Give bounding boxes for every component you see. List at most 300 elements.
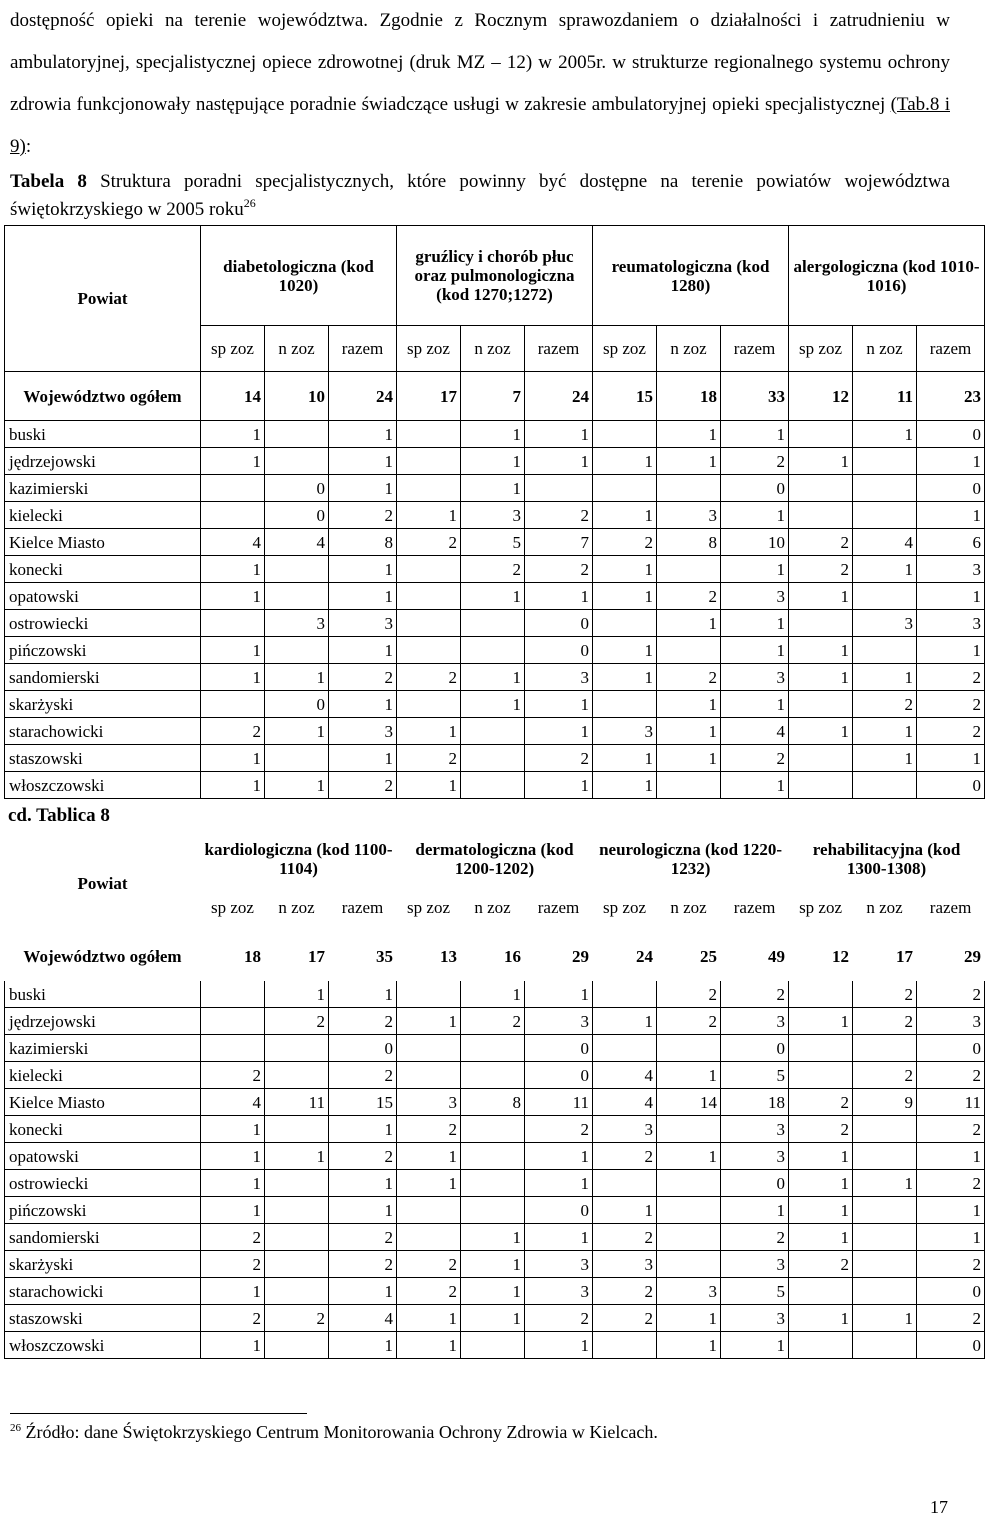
group-header-alergologiczna: alergologiczna (kod 1010-1016) [789, 226, 985, 326]
powiat-header: Powiat [77, 873, 128, 893]
value-cell [853, 448, 917, 475]
value-cell: 9 [853, 1089, 917, 1116]
value-cell [397, 610, 461, 637]
intro-tail: : [25, 136, 32, 157]
value-cell [593, 1035, 657, 1062]
value-cell: 1 [201, 772, 265, 799]
total-label: Województwo ogółem [5, 372, 201, 421]
value-cell [853, 637, 917, 664]
value-cell: 1 [329, 421, 397, 448]
value-cell: 1 [329, 556, 397, 583]
value-cell: 2 [461, 1008, 525, 1035]
total-cell: 24 [329, 372, 397, 421]
value-cell: 2 [397, 1278, 461, 1305]
table-row [5, 981, 985, 1008]
table-row [5, 745, 985, 772]
value-cell [789, 772, 853, 799]
total-cell: 18 [657, 372, 721, 421]
total-cell: 29 [572, 946, 590, 966]
value-cell: 1 [657, 610, 721, 637]
value-cell: 1 [789, 1305, 853, 1332]
value-cell: 1 [853, 556, 917, 583]
value-cell [657, 1035, 721, 1062]
district-name: starachowicki [5, 1278, 201, 1305]
value-cell: 1 [461, 1305, 525, 1332]
value-cell: 5 [721, 1278, 789, 1305]
value-cell: 1 [329, 1197, 397, 1224]
district-name: opatowski [5, 1143, 201, 1170]
table-row [5, 583, 985, 610]
district-name: Kielce Miasto [5, 529, 201, 556]
value-cell: 1 [853, 1305, 917, 1332]
value-cell [201, 981, 265, 1008]
value-cell: 1 [525, 1332, 593, 1359]
value-cell [265, 1251, 329, 1278]
value-cell: 2 [917, 691, 985, 718]
value-cell: 2 [201, 1305, 265, 1332]
value-cell [397, 1035, 461, 1062]
value-cell: 1 [201, 1332, 265, 1359]
subheader-n: n zoz [265, 326, 329, 372]
value-cell: 1 [917, 502, 985, 529]
district-name: sandomierski [5, 1224, 201, 1251]
subheader-n: n zoz [670, 898, 707, 917]
value-cell [657, 556, 721, 583]
value-cell: 3 [917, 610, 985, 637]
district-name: kazimierski [5, 475, 201, 502]
footnote-number: 26 [10, 1422, 21, 1434]
value-cell: 1 [853, 718, 917, 745]
value-cell: 1 [593, 664, 657, 691]
value-cell: 0 [917, 1278, 985, 1305]
value-cell [657, 1224, 721, 1251]
value-cell: 11 [525, 1089, 593, 1116]
continuation-label: cd. Tablica 8 [8, 805, 110, 826]
value-cell: 0 [525, 1035, 593, 1062]
table-reference: (Tab.8 i 9) [10, 94, 950, 157]
subheader-razem: razem [733, 898, 776, 917]
value-cell [593, 1170, 657, 1197]
value-cell: 1 [657, 691, 721, 718]
value-cell: 3 [525, 1251, 593, 1278]
value-cell: 1 [329, 1332, 397, 1359]
group-header-reumatologiczna: reumatologiczna (kod 1280) [593, 226, 789, 326]
value-cell [593, 421, 657, 448]
value-cell: 15 [329, 1089, 397, 1116]
value-cell: 1 [721, 1197, 789, 1224]
value-cell: 2 [461, 556, 525, 583]
subheader-razem: razem [341, 898, 384, 917]
table-row [5, 529, 985, 556]
value-cell: 3 [917, 1008, 985, 1035]
table-row [5, 1332, 985, 1359]
value-cell: 2 [789, 1116, 853, 1143]
total-cell: 35 [376, 946, 394, 966]
value-cell: 2 [329, 1251, 397, 1278]
district-name: ostrowiecki [5, 610, 201, 637]
district-name: skarżyski [5, 1251, 201, 1278]
value-cell: 1 [525, 1170, 593, 1197]
district-name: pińczowski [5, 1197, 201, 1224]
value-cell: 1 [721, 502, 789, 529]
total-cell: 7 [461, 372, 525, 421]
value-cell: 1 [461, 981, 525, 1008]
value-cell: 1 [593, 637, 657, 664]
value-cell [657, 475, 721, 502]
value-cell [265, 421, 329, 448]
value-cell: 1 [853, 1170, 917, 1197]
value-cell: 1 [397, 1332, 461, 1359]
value-cell: 1 [525, 718, 593, 745]
subheader-n: n zoz [657, 326, 721, 372]
value-cell: 1 [593, 583, 657, 610]
value-cell: 1 [201, 1278, 265, 1305]
value-cell: 3 [461, 502, 525, 529]
value-cell [461, 1197, 525, 1224]
value-cell [853, 1332, 917, 1359]
value-cell [397, 448, 461, 475]
value-cell: 2 [721, 981, 789, 1008]
value-cell: 3 [525, 1278, 593, 1305]
value-cell: 1 [789, 1008, 853, 1035]
value-cell: 2 [721, 448, 789, 475]
table-row [5, 664, 985, 691]
value-cell: 1 [201, 421, 265, 448]
value-cell: 1 [201, 448, 265, 475]
value-cell: 1 [461, 475, 525, 502]
total-cell: 25 [700, 946, 718, 966]
value-cell [657, 1251, 721, 1278]
value-cell: 1 [657, 1143, 721, 1170]
subheader-razem: razem [721, 326, 789, 372]
value-cell: 1 [789, 1224, 853, 1251]
total-cell: 24 [636, 946, 654, 966]
total-cell: 18 [244, 946, 261, 966]
group-header-dermatologiczna: dermatologiczna (kod 1200-1202) [415, 840, 574, 878]
value-cell [789, 502, 853, 529]
caption-footnote-ref: 26 [243, 196, 256, 210]
value-cell [657, 637, 721, 664]
value-cell [593, 981, 657, 1008]
total-cell: 29 [964, 946, 982, 966]
value-cell: 4 [265, 529, 329, 556]
value-cell: 1 [525, 421, 593, 448]
value-cell: 1 [461, 1278, 525, 1305]
subheader-razem: razem [917, 326, 985, 372]
value-cell [853, 1116, 917, 1143]
value-cell: 1 [461, 691, 525, 718]
value-cell [265, 1035, 329, 1062]
value-cell: 1 [917, 583, 985, 610]
total-cell: 16 [504, 946, 522, 966]
value-cell: 3 [721, 1116, 789, 1143]
value-cell: 8 [329, 529, 397, 556]
value-cell: 5 [461, 529, 525, 556]
value-cell [853, 1278, 917, 1305]
value-cell: 0 [917, 475, 985, 502]
value-cell [853, 502, 917, 529]
value-cell: 2 [657, 583, 721, 610]
table-row [5, 772, 985, 799]
value-cell [789, 421, 853, 448]
value-cell: 2 [329, 1224, 397, 1251]
value-cell: 2 [397, 1116, 461, 1143]
value-cell: 0 [329, 1035, 397, 1062]
value-cell: 1 [917, 1143, 985, 1170]
value-cell: 1 [329, 1116, 397, 1143]
value-cell [853, 475, 917, 502]
value-cell: 1 [201, 1116, 265, 1143]
value-cell: 2 [917, 718, 985, 745]
district-name: włoszczowski [5, 772, 201, 799]
value-cell: 3 [721, 1251, 789, 1278]
table-row [5, 421, 985, 448]
value-cell: 1 [525, 1143, 593, 1170]
value-cell: 2 [721, 745, 789, 772]
value-cell [461, 772, 525, 799]
clinic-table-part1 [4, 225, 985, 799]
table-row [5, 1035, 985, 1062]
value-cell: 1 [329, 745, 397, 772]
value-cell [853, 1224, 917, 1251]
subheader-sp: sp zoz [407, 898, 450, 917]
value-cell: 1 [525, 981, 593, 1008]
value-cell [461, 745, 525, 772]
value-cell: 3 [329, 718, 397, 745]
value-cell: 1 [329, 475, 397, 502]
value-cell: 3 [593, 718, 657, 745]
value-cell [397, 475, 461, 502]
value-cell: 2 [917, 1170, 985, 1197]
total-cell: 10 [265, 372, 329, 421]
footnote [10, 1422, 658, 1443]
value-cell: 8 [657, 529, 721, 556]
value-cell: 1 [201, 556, 265, 583]
value-cell: 18 [721, 1089, 789, 1116]
value-cell: 1 [593, 745, 657, 772]
value-cell [265, 1062, 329, 1089]
value-cell: 8 [461, 1089, 525, 1116]
total-cell: 24 [525, 372, 593, 421]
value-cell: 11 [265, 1089, 329, 1116]
value-cell: 1 [461, 448, 525, 475]
value-cell: 2 [329, 1143, 397, 1170]
value-cell [525, 475, 593, 502]
value-cell: 3 [593, 1116, 657, 1143]
value-cell: 1 [593, 1008, 657, 1035]
value-cell: 3 [329, 610, 397, 637]
value-cell [853, 1251, 917, 1278]
value-cell: 14 [657, 1089, 721, 1116]
value-cell: 0 [525, 610, 593, 637]
value-cell: 1 [329, 637, 397, 664]
value-cell: 1 [201, 1170, 265, 1197]
total-cell: 33 [721, 372, 789, 421]
total-cell: 17 [397, 372, 461, 421]
value-cell: 1 [789, 664, 853, 691]
value-cell: 1 [329, 691, 397, 718]
value-cell [397, 1197, 461, 1224]
value-cell: 2 [329, 664, 397, 691]
intro-paragraph [10, 0, 950, 168]
value-cell: 1 [593, 502, 657, 529]
value-cell: 1 [657, 448, 721, 475]
value-cell: 3 [397, 1089, 461, 1116]
value-cell: 1 [265, 664, 329, 691]
subheader-n: n zoz [866, 898, 903, 917]
value-cell: 3 [265, 610, 329, 637]
value-cell [593, 1332, 657, 1359]
value-cell: 1 [917, 637, 985, 664]
value-cell: 1 [265, 772, 329, 799]
page-number: 17 [930, 1497, 948, 1517]
value-cell: 2 [593, 1305, 657, 1332]
intro-text: dostępność opieki na terenie województwa. Zgodnie z Rocznym sprawozdaniem o działalności i zatrudnieniu w ambulatoryjnej, specjalistycznej opiece zdrowotnej (druk MZ – 12) w 2005r. w strukturze regionalnego systemu ochrony zdrowia funkcjonowały następujące poradnie świadczące usługi w zakresie ambulatoryjnej opieki specjalistycznej [10, 10, 950, 115]
value-cell: 2 [525, 556, 593, 583]
value-cell: 10 [721, 529, 789, 556]
table-row [5, 502, 985, 529]
subheader-sp: sp zoz [201, 326, 265, 372]
value-cell [461, 637, 525, 664]
table-row [5, 448, 985, 475]
value-cell: 2 [593, 1224, 657, 1251]
value-cell: 4 [329, 1305, 397, 1332]
value-cell: 1 [461, 421, 525, 448]
value-cell: 1 [329, 1170, 397, 1197]
value-cell [461, 610, 525, 637]
table-row [5, 1224, 985, 1251]
table-row [5, 1278, 985, 1305]
value-cell: 1 [917, 448, 985, 475]
value-cell [397, 1224, 461, 1251]
district-name: kazimierski [5, 1035, 201, 1062]
district-name: jędrzejowski [5, 1008, 201, 1035]
value-cell: 1 [397, 1305, 461, 1332]
value-cell: 1 [657, 745, 721, 772]
value-cell [789, 691, 853, 718]
value-cell: 2 [917, 1305, 985, 1332]
value-cell [397, 421, 461, 448]
district-name: konecki [5, 556, 201, 583]
total-cell: 23 [917, 372, 985, 421]
value-cell [789, 981, 853, 1008]
value-cell [461, 718, 525, 745]
value-cell: 1 [789, 1197, 853, 1224]
value-cell: 0 [525, 637, 593, 664]
value-cell: 3 [721, 1305, 789, 1332]
value-cell: 1 [525, 448, 593, 475]
total-cell: 15 [593, 372, 657, 421]
value-cell: 3 [657, 502, 721, 529]
value-cell: 1 [461, 664, 525, 691]
subheader-razem: razem [525, 326, 593, 372]
value-cell: 7 [525, 529, 593, 556]
value-cell [201, 691, 265, 718]
value-cell [265, 745, 329, 772]
value-cell [853, 772, 917, 799]
subheader-n: n zoz [474, 898, 511, 917]
value-cell: 2 [853, 1008, 917, 1035]
value-cell: 1 [265, 981, 329, 1008]
value-cell: 2 [721, 1224, 789, 1251]
table-row [5, 1143, 985, 1170]
value-cell [789, 475, 853, 502]
value-cell: 2 [201, 718, 265, 745]
value-cell: 1 [329, 448, 397, 475]
value-cell: 3 [721, 664, 789, 691]
value-cell: 1 [657, 1332, 721, 1359]
subheader-sp: sp zoz [211, 898, 254, 917]
group-header-pulmonologiczna: gruźlicy i chorób płuc oraz pulmonologiczna (kod 1270;1272) [397, 226, 593, 326]
value-cell: 1 [525, 1224, 593, 1251]
value-cell: 2 [853, 981, 917, 1008]
value-cell [265, 637, 329, 664]
value-cell: 1 [397, 1143, 461, 1170]
value-cell: 3 [525, 1008, 593, 1035]
caption-label: Tabela 8 [10, 171, 87, 192]
value-cell [397, 556, 461, 583]
value-cell: 0 [265, 691, 329, 718]
subheader-sp: sp zoz [593, 326, 657, 372]
value-cell: 2 [917, 1062, 985, 1089]
value-cell [657, 1116, 721, 1143]
value-cell: 2 [397, 1251, 461, 1278]
subheader-sp: sp zoz [789, 326, 853, 372]
value-cell [593, 475, 657, 502]
value-cell: 1 [721, 1332, 789, 1359]
table-row [5, 1062, 985, 1089]
value-cell: 1 [525, 583, 593, 610]
value-cell: 1 [461, 1251, 525, 1278]
value-cell: 2 [789, 529, 853, 556]
value-cell: 2 [853, 691, 917, 718]
value-cell: 1 [853, 664, 917, 691]
value-cell: 2 [789, 1251, 853, 1278]
value-cell: 1 [917, 745, 985, 772]
value-cell: 2 [593, 1143, 657, 1170]
value-cell: 1 [201, 664, 265, 691]
district-name: kielecki [5, 502, 201, 529]
value-cell: 1 [789, 718, 853, 745]
subheader-n: n zoz [278, 898, 315, 917]
value-cell: 1 [397, 772, 461, 799]
value-cell [265, 1332, 329, 1359]
subheader-razem: razem [537, 898, 580, 917]
table-row [5, 475, 985, 502]
table-row [5, 691, 985, 718]
value-cell [397, 981, 461, 1008]
footnote-text: Źródło: dane Świętokrzyskiego Centrum Monitorowania Ochrony Zdrowia w Kielcach. [21, 1422, 658, 1442]
value-cell: 1 [853, 421, 917, 448]
value-cell: 1 [657, 421, 721, 448]
value-cell: 1 [853, 745, 917, 772]
value-cell [201, 1035, 265, 1062]
district-name: kielecki [5, 1062, 201, 1089]
total-row [5, 932, 985, 981]
table-row [5, 637, 985, 664]
value-cell [201, 1008, 265, 1035]
value-cell: 2 [593, 529, 657, 556]
value-cell: 0 [525, 1197, 593, 1224]
value-cell: 0 [721, 475, 789, 502]
value-cell [853, 1035, 917, 1062]
value-cell [201, 475, 265, 502]
value-cell: 4 [201, 529, 265, 556]
value-cell: 4 [853, 529, 917, 556]
value-cell [265, 1116, 329, 1143]
value-cell [461, 1035, 525, 1062]
value-cell: 4 [593, 1062, 657, 1089]
